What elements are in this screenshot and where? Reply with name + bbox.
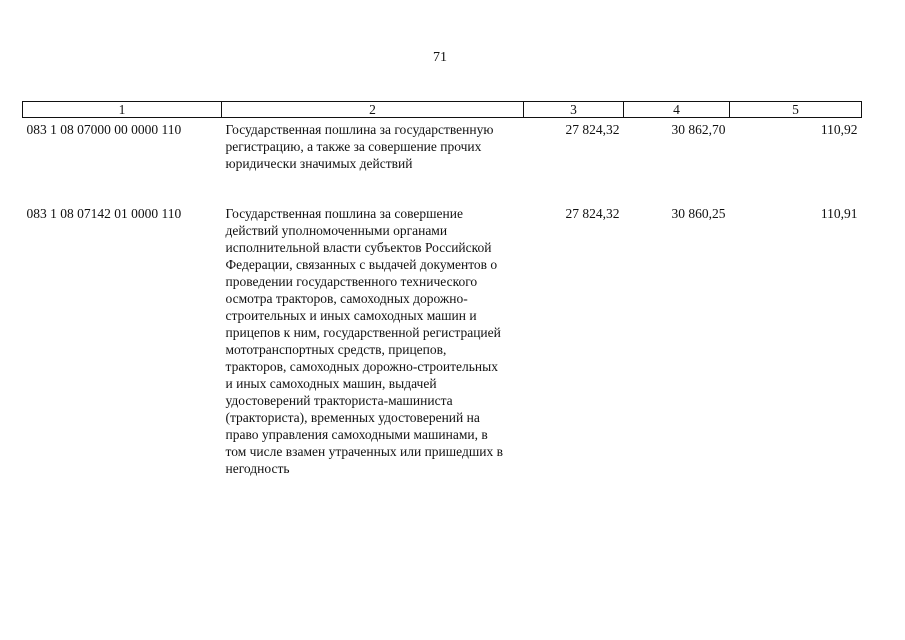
income-name-line: (тракториста), временных удостоверений на	[225, 410, 480, 425]
budget-table	[22, 101, 862, 477]
column-header-2: 2	[222, 102, 524, 118]
value-col3-cell: 27 824,32	[565, 122, 620, 137]
income-name-line: Государственная пошлина за совершение	[225, 206, 463, 221]
value-col4-cell: 30 860,25	[671, 206, 726, 221]
column-header-5: 5	[730, 102, 862, 118]
income-name-cell	[222, 118, 524, 173]
budget-code-cell: 083 1 08 07142 01 0000 110	[26, 206, 182, 221]
income-name-line: регистрацию, а также за совершение прочих	[225, 139, 482, 154]
income-name-cell	[222, 202, 524, 477]
income-name-line: том числе взамен утраченных или пришедших в	[225, 444, 503, 459]
income-name-line: Федерации, связанных с выдачей документов о	[225, 257, 498, 272]
percent-col5-cell: 110,92	[820, 122, 858, 137]
income-name-line: право управления самоходными машинами, в	[225, 427, 488, 442]
income-name-line: строительных и иных самоходных машин и	[225, 308, 477, 323]
table-row	[23, 118, 862, 173]
income-name-line: исполнительной власти субъектов Российской	[225, 240, 492, 255]
column-header-3: 3	[524, 102, 624, 118]
value-col4-cell: 30 862,70	[671, 122, 726, 137]
income-name-line: тракторов, самоходных дорожно-строительных	[225, 359, 498, 374]
income-name-line: и иных самоходных машин, выдачей	[225, 376, 437, 391]
income-name-line: негодность	[225, 461, 290, 476]
budget-code-cell: 083 1 08 07000 00 0000 110	[26, 122, 182, 137]
income-name-line: прицепов к ним, государственной регистрацией	[225, 325, 501, 340]
percent-col5-cell: 110,91	[820, 206, 858, 221]
table-row	[23, 202, 862, 477]
row-spacer	[23, 172, 862, 202]
column-header-4: 4	[624, 102, 730, 118]
income-name-line: осмотра тракторов, самоходных дорожно-	[225, 291, 468, 306]
page-number: 71	[433, 50, 447, 65]
income-name-line: удостоверений тракториста-машиниста	[225, 393, 453, 408]
income-name-line: Государственная пошлина за государственную	[225, 122, 494, 137]
column-header-1: 1	[23, 102, 222, 118]
income-name-line: проведении государственного технического	[225, 274, 478, 289]
table-header-row	[23, 102, 862, 118]
income-name-line: юридически значимых действий	[225, 156, 413, 171]
income-name-line: мототранспортных средств, прицепов,	[225, 342, 447, 357]
value-col3-cell: 27 824,32	[565, 206, 620, 221]
income-name-line: действий уполномоченными органами	[225, 223, 448, 238]
